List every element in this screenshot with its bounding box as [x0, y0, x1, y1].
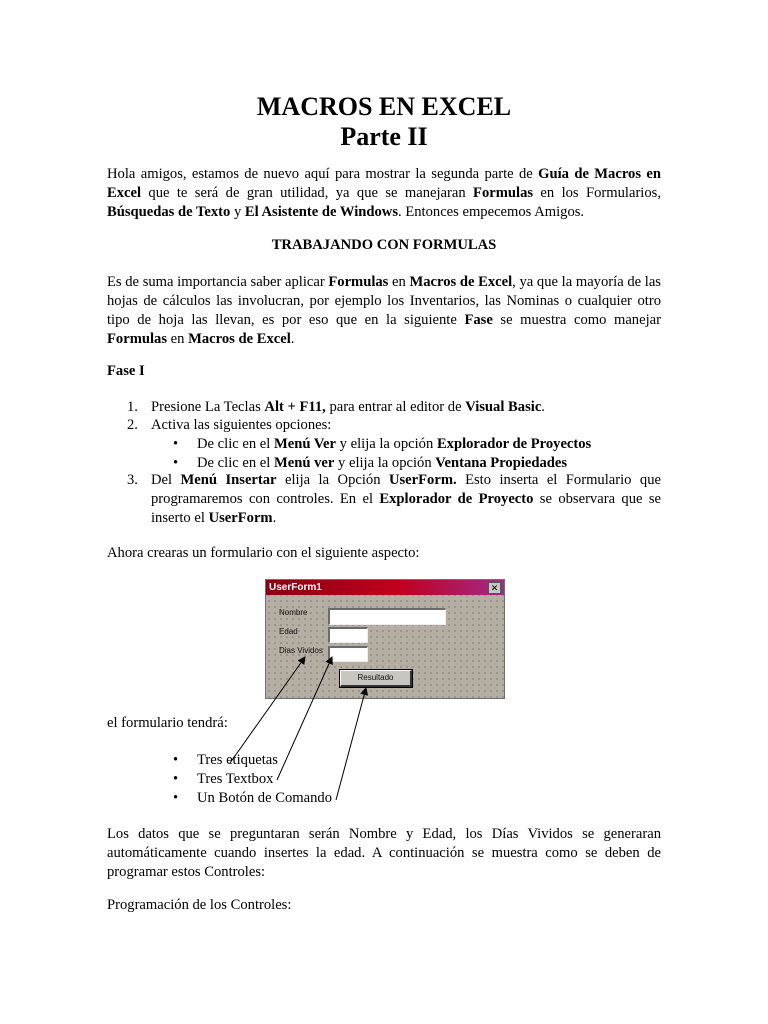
label-edad: Edad: [279, 627, 298, 636]
section-heading: TRABAJANDO CON FORMULAS: [271, 237, 497, 253]
userform-title: UserForm1: [269, 582, 322, 593]
document-title: MACROS EN EXCEL: [256, 92, 512, 121]
controls-paragraph: Los datos que se preguntaran serán Nombre y Edad, los Días Vividos se generaran automáticamente cuando insertes la edad. A continuación se muestra como se deben de programar estos Controles:: [107, 826, 661, 880]
resultado-button: Resultado: [340, 670, 412, 687]
label-nombre: Nombre: [279, 608, 308, 617]
label-dias-vividos: Dias Vividos: [279, 646, 323, 655]
arrow-to-button: [336, 688, 366, 800]
programming-heading: Programación de los Controles:: [107, 897, 292, 913]
intro-paragraph: Hola amigos, estamos de nuevo aquí para mostrar la segunda parte de Guía de Macros en Excel que te será de gran utilidad, ya que se manejaran Formulas en los Formularios, Búsquedas de Texto y El Asistente de Windows. Entonces empecemos Amigos.: [107, 166, 661, 220]
close-icon: ✕: [488, 582, 501, 594]
phase-heading: Fase I: [107, 363, 145, 379]
document-page: MACROS EN EXCEL Parte II Hola amigos, estamos de nuevo aquí para mostrar la segunda parte de Guía de Macros en Excel que te será de gran utilidad, ya que se manejaran Formulas en los Formularios, Búsquedas de Texto y El Asistente de Windows. Entonces empecemos Amigos. TRABAJANDO CON FORMULAS Es de suma importancia saber aplicar Formulas en Macros de Excel, ya que la mayoría de las hojas de cálculos las involucran, por ejemplo los Inventarios, las Nominas o cualquier otro tipo de hoja las llevan, es por eso que en la siguiente Fase se muestra como manejar Formulas en Macros de Excel. Fase I 1. Presione La Teclas Alt + F11, para entrar al editor de Visual Basic. 2. Activa las siguientes opciones: • De clic en el Menú Ver y elija la opción Explorador de Proyectos • De clic en el Menú ver y elija la opción Ventana Propiedades 3. Del Menú Insertar elija la Opción UserForm. Esto inserta el Formulario que programaremos con controles. En el Explorador de Proyecto se observara que se inserto el UserForm. Ahora crearas un formulario con el siguiente aspecto: UserForm1 ✕ Nombre Edad Dias Vividos Resultado el formulario tendrá: • Tres etiquetas • Tres Textbox • Un Botón de Comando Los datos que se preguntaran serán Nombre y Edad, los Días Vividos se generaran automáticamente cuando insertes la edad. A continuación se muestra como se deben de programar estos Controles: Programación de los Controles:: [0, 0, 768, 1024]
document-subtitle: Parte II: [340, 122, 428, 151]
arrow-to-labels: [230, 657, 305, 763]
form-intro: Ahora crearas un formulario con el siguiente aspecto:: [107, 545, 420, 561]
form-will-have: el formulario tendrá:: [107, 715, 228, 731]
formulas-paragraph: Es de suma importancia saber aplicar Formulas en Macros de Excel, ya que la mayoría de las hojas de cálculos las involucran, por ejemplo los Inventarios, las Nominas o cualquier otro tipo de hoja las llevan, es por eso que en la siguiente Fase se muestra como manejar Formulas en Macros de Excel.: [107, 274, 661, 347]
arrow-to-textboxes: [277, 657, 332, 780]
